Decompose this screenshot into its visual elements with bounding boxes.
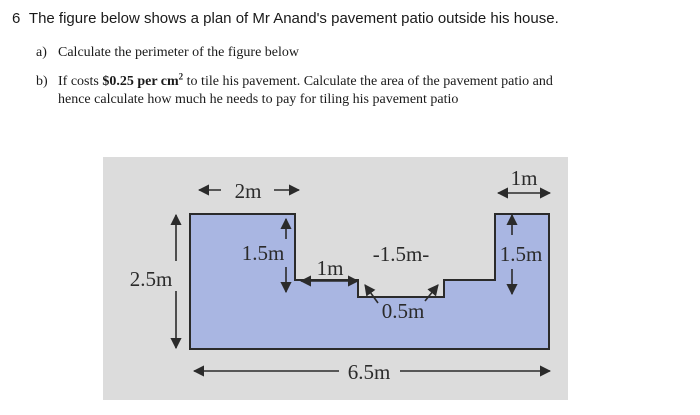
patio-figure <box>103 157 568 400</box>
label-1.5m-middle: -1.5m- <box>372 242 430 266</box>
part-b-cost-superscript: 2 <box>178 71 184 82</box>
part-b-text-before: If costs <box>58 74 103 89</box>
part-b-continuation: hence calculate how much he needs to pay for tiling his pavement patio <box>58 92 459 107</box>
part-b-text-after: to tile his pavement. Calculate the area of the pavement patio and <box>183 74 553 89</box>
label-6.5m: 6.5m <box>347 360 391 384</box>
part-a-text: Calculate the perimeter of the figure below <box>58 45 300 60</box>
label-1.5m-right: 1.5m <box>499 242 543 266</box>
label-0.5m: 0.5m <box>381 299 425 323</box>
part-b <box>36 73 553 91</box>
patio-diagram <box>103 157 568 400</box>
part-b-cost-text: $0.25 per cm <box>102 74 179 89</box>
question-text: The figure below shows a plan of Mr Anand's pavement patio outside his house. <box>28 10 559 27</box>
part-b-cost <box>102 71 184 89</box>
part-a-letter: a) <box>36 45 47 60</box>
question-number: 6 <box>12 10 21 27</box>
part-a <box>36 44 299 62</box>
label-1m-top: 1m <box>510 166 538 190</box>
label-1m-step: 1m <box>316 256 344 280</box>
label-1.5m-left: 1.5m <box>241 241 285 265</box>
label-2m: 2m <box>234 179 262 203</box>
label-2.5m: 2.5m <box>129 267 173 291</box>
part-b-letter: b) <box>36 74 48 89</box>
question-prompt <box>12 9 692 29</box>
